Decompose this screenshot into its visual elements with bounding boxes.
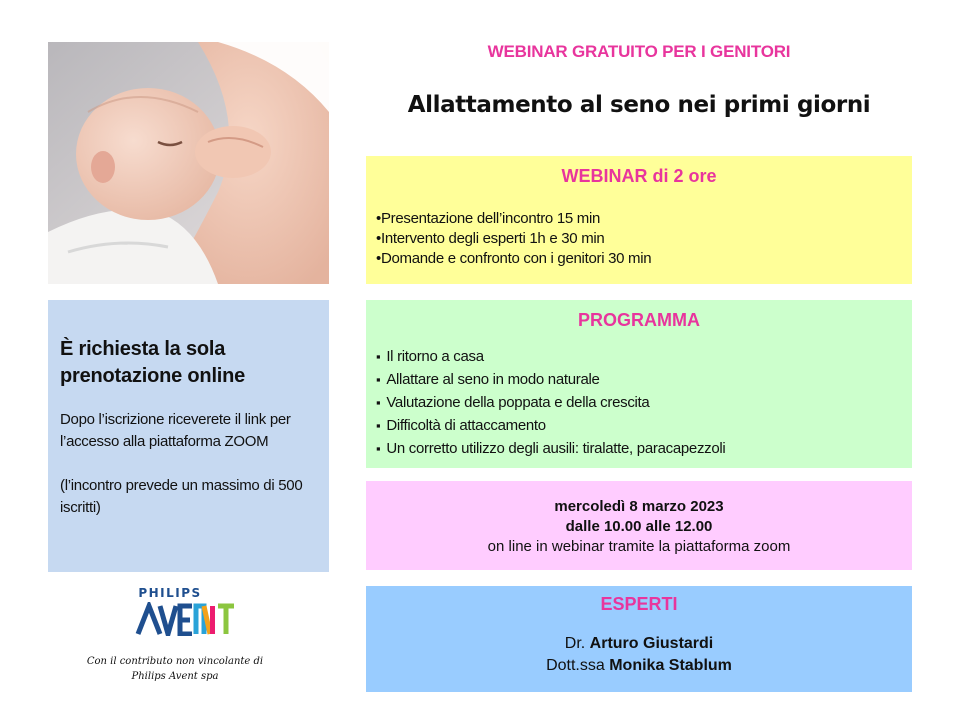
esperti-box [366, 586, 912, 692]
schedule-item: •Domande e confronto con i genitori 30 min [376, 250, 652, 267]
webinar-kicker: WEBINAR GRATUITO PER I GENITORI [487, 42, 791, 61]
registration-info-box [48, 300, 329, 572]
registration-zoom-note: Dopo l’iscrizione riceverete il link per l’accesso alla piattaforma ZOOM [60, 411, 291, 450]
credit-line: Philips Avent spa [131, 671, 219, 682]
expert-entry [366, 633, 912, 655]
programma-item: ▪ Difficoltà di attaccamento [376, 414, 912, 437]
page-title: Allattamento al seno nei primi giorni [407, 92, 871, 118]
webinar-duration-heading: WEBINAR di 2 ore [561, 166, 717, 186]
breastfeeding-photo [48, 42, 329, 284]
programma-item: ▪ Allattare al seno in modo naturale [376, 368, 912, 391]
esperti-heading: ESPERTI [600, 594, 678, 614]
programma-item: ▪ Un corretto utilizzo degli ausili: tiralatte, paracapezzoli [376, 437, 912, 460]
registration-limit-note: (l’incontro prevede un massimo di 500 iscritti) [60, 477, 303, 516]
programma-item: ▪ Valutazione della poppata e della crescita [376, 391, 912, 414]
programma-list [376, 345, 912, 460]
avent-logo [100, 602, 240, 636]
expert-entry [366, 655, 912, 677]
expert-title: Dr. [564, 635, 586, 652]
programma-box [366, 300, 912, 468]
event-time: dalle 10.00 alle 12.00 [565, 518, 713, 535]
event-mode: on line in webinar tramite la piattaforma zoom [487, 538, 791, 555]
expert-name: Arturo Giustardi [589, 635, 714, 652]
expert-name: Monika Stablum [609, 657, 732, 674]
date-box [366, 481, 912, 570]
schedule-item: •Intervento degli esperti 1h e 30 min [376, 230, 605, 247]
programma-item: ▪ Il ritorno a casa [376, 345, 912, 368]
registration-heading: È richiesta la sola prenotazione online [60, 338, 246, 387]
schedule-list [376, 209, 912, 269]
programma-heading: PROGRAMMA [578, 310, 700, 330]
philips-wordmark: PHILIPS [138, 586, 202, 600]
webinar-duration-box [366, 156, 912, 284]
event-date: mercoledì 8 marzo 2023 [554, 498, 724, 515]
sponsor-credit [60, 654, 290, 684]
credit-line: Con il contributo non vincolante di [86, 656, 264, 667]
expert-title: Dott.ssa [546, 657, 605, 674]
schedule-item: •Presentazione dell’incontro 15 min [376, 210, 601, 227]
